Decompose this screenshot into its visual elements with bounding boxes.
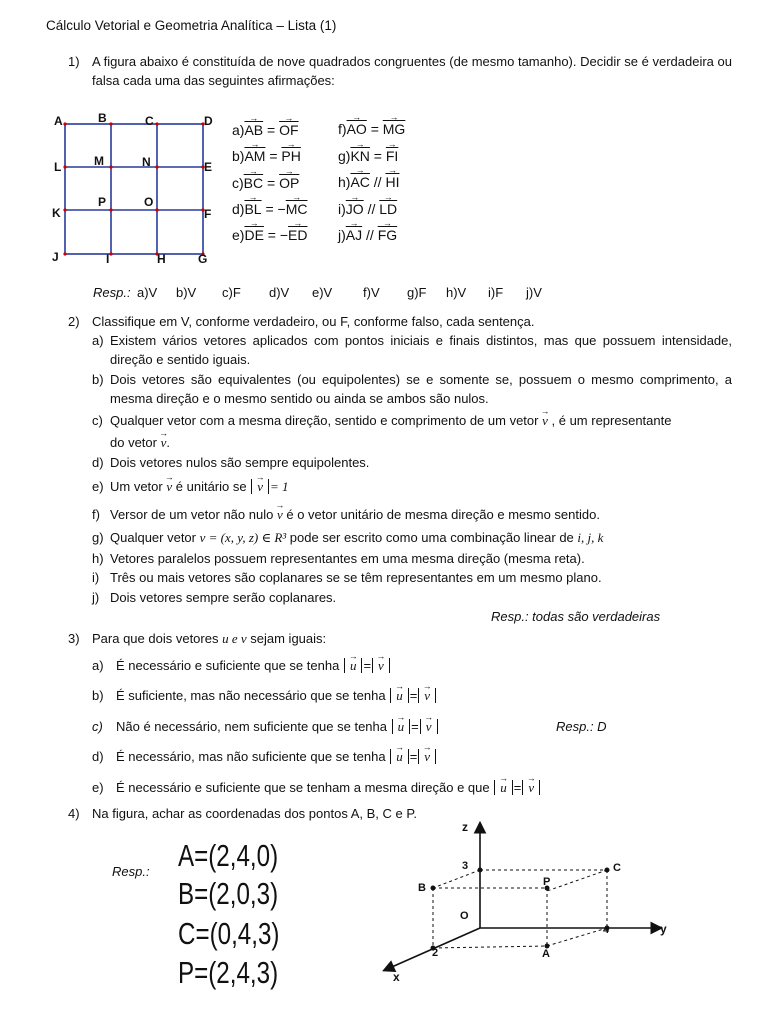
- origin-label: O: [460, 910, 469, 922]
- grid-lines: [65, 124, 203, 254]
- point-label-B: B: [98, 111, 107, 125]
- point-label-O: O: [144, 195, 154, 209]
- q3-resp: Resp.: D: [556, 719, 607, 734]
- q1-answer-g: g)F: [407, 285, 427, 300]
- point-label-H: H: [157, 252, 166, 266]
- point-label-P: P: [98, 195, 107, 209]
- point-label-M: M: [94, 154, 104, 168]
- q2-c-text-cont: do vetor → v.: [110, 433, 170, 452]
- q2-f-label: f): [92, 507, 100, 522]
- axis-label-z: z: [462, 820, 468, 834]
- q2-e-label: e): [92, 479, 104, 494]
- tick-label-3: 3: [462, 860, 469, 872]
- nine-squares-figure: [50, 112, 230, 272]
- point-label-A-3d: A: [542, 948, 550, 960]
- q3-e-label: e): [92, 780, 104, 795]
- point-label-L: L: [54, 160, 62, 174]
- q2-g-text: Qualquer vetor v = (x, y, z) ∈ R³ pode ser escrito como uma combinação linear de i, j, k: [110, 530, 604, 545]
- point-label-J: J: [52, 250, 59, 264]
- dashed-box: [433, 870, 610, 948]
- q1-answer-e: e)V: [312, 285, 333, 300]
- point-label-A: A: [54, 114, 63, 128]
- point-label-C: C: [145, 114, 154, 128]
- q3-b-text: É suficiente, mas não necessário que se tenha → u = → v: [116, 686, 437, 705]
- coordinate-axes-figure: [375, 818, 675, 988]
- q2-c-label: c): [92, 413, 103, 428]
- q2-i-text: Três ou mais vetores são coplanares se se têm representantes em um mesmo plano.: [110, 570, 602, 585]
- q2-d-label: d): [92, 455, 104, 470]
- q2-j-label: j): [92, 590, 100, 605]
- axis-label-x: x: [393, 970, 400, 984]
- q2-j-text: Dois vetores sempre serão coplanares.: [110, 590, 337, 605]
- point-label-I: I: [106, 252, 110, 266]
- q2-h-label: h): [92, 551, 104, 566]
- question-4-text: Na figura, achar as coordenadas dos pontos A, B, C e P.: [92, 806, 417, 821]
- point-label-D: D: [204, 114, 213, 128]
- statement-e: $e)\to \overline{DE}$ = −→ $\overline{ED}$: [232, 227, 308, 243]
- page-title: Cálculo Vetorial e Geometria Analítica – Lista (1): [46, 18, 337, 33]
- q2-b-text: Dois vetores são equivalentes (ou equipolentes) se e somente se, possuem o mesmo comprimento, a mesma direção e o mesmo sentido ou ainda se ambos são nulos.: [110, 372, 732, 406]
- q3-c-label: c): [92, 719, 103, 734]
- point-label-G: G: [198, 252, 208, 266]
- q1-answer-b: b)V: [176, 285, 197, 300]
- q1-answer-c: c)F: [222, 285, 241, 300]
- statement-i: $i)\to \overline{JO}$ // → $\overline{LD}$: [338, 201, 397, 217]
- q1-answer-h: h)V: [446, 285, 467, 300]
- question-1-text: A figura abaixo é constituída de nove quadrados congruentes (de mesmo tamanho). Decidir se é verdadeira ou falsa cada uma das seguintes afirmações:: [92, 54, 732, 88]
- q1-answer-f: f)V: [363, 285, 380, 300]
- point-label-C-3d: C: [613, 862, 621, 874]
- grid-vertices: [63, 122, 204, 255]
- q2-a-label: a): [92, 333, 104, 348]
- statement-b: $b)\to \overline{AM}$ = → $\overline{PH}$: [232, 148, 301, 164]
- axis-label-y: y: [660, 922, 667, 936]
- q2-f-text: Versor de um vetor não nulo → v é o vetor unitário de mesma direção e mesmo sentido.: [110, 505, 600, 524]
- question-2-number: 2): [68, 314, 80, 329]
- q4-answer-B: B=(2,0,3): [178, 876, 279, 911]
- statement-a: $a)\to \overline{AB}$ = → $\overline{OF}$: [232, 122, 299, 138]
- q2-a-text: Existem vários vetores aplicados com pontos iniciais e finais distintos, mas que possuem intensidade, direção e sentido iguais.: [110, 333, 732, 367]
- question-2-intro: Classifique em V, conforme verdadeiro, ou F, conforme falso, cada sentença.: [92, 314, 535, 329]
- q3-d-label: d): [92, 749, 104, 764]
- statement-d: $d)\to \overline{BL}$ = −→ $\overline{MC}$: [232, 201, 308, 217]
- q2-e-text: Um vetor → v é unitário se → v = 1: [110, 477, 289, 496]
- q1-resp-label: Resp.:: [93, 285, 131, 300]
- q3-c-text: Não é necessário, nem suficiente que se tenha → u = → v: [116, 717, 439, 736]
- q3-d-text: É necessário, mas não suficiente que se tenha → u = → v: [116, 747, 437, 766]
- q2-g-label: g): [92, 530, 104, 545]
- q3-a-text: É necessário e suficiente que se tenha → u = → v: [116, 656, 391, 675]
- statement-h: $h)\to \overline{AC}$ // → $\overline{HI}$: [338, 174, 399, 190]
- point-label-E: E: [204, 160, 213, 174]
- q2-resp: Resp.: todas são verdadeiras: [491, 609, 661, 624]
- point-label-N: N: [142, 155, 151, 169]
- question-1-number: 1): [68, 54, 80, 69]
- q4-answer-A: A=(2,4,0): [178, 838, 279, 873]
- tick-label-2: 2: [432, 947, 439, 959]
- q4-answer-P: P=(2,4,3): [178, 955, 279, 990]
- statement-f: $f)\to \overline{AO}$ = → $\overline{MG}$: [338, 121, 405, 137]
- q2-h-text: Vetores paralelos possuem representantes em uma mesma direção (mesma reta).: [110, 551, 585, 566]
- q4-resp-label: Resp.:: [112, 864, 150, 879]
- q2-i-label: i): [92, 570, 100, 585]
- q1-answer-d: d)V: [269, 285, 290, 300]
- q3-e-text: É necessário e suficiente que se tenham a mesma direção e que → u = → v: [116, 778, 541, 797]
- point-label-P-3d: P: [543, 876, 551, 888]
- q3-a-label: a): [92, 658, 104, 673]
- statement-j: $j)\to \overline{AJ}$ // → $\overline{FG}$: [338, 227, 397, 243]
- q3-b-label: b): [92, 688, 104, 703]
- point-label-F: F: [204, 207, 212, 221]
- q2-b-label: b): [92, 372, 104, 387]
- q1-answer-j: j)V: [526, 285, 542, 300]
- q2-d-text: Dois vetores nulos são sempre equipolentes.: [110, 455, 370, 470]
- q4-answer-C: C=(0,4,3): [178, 916, 280, 951]
- q1-answer-a: a)V: [137, 285, 158, 300]
- statement-c: $c)\to \overline{BC}$ = → $\overline{OP}$: [232, 175, 299, 191]
- point-label-B-3d: B: [418, 882, 426, 894]
- q1-answer-i: i)F: [488, 285, 504, 300]
- q2-c-text: Qualquer vetor com a mesma direção, sentido e comprimento de um vetor → v , é um representante: [110, 411, 732, 430]
- tick-label-4: 4: [603, 924, 610, 936]
- statement-g: $g)\to \overline{KN}$ = → $\overline{FI}$: [338, 148, 398, 164]
- point-label-K: K: [52, 206, 61, 220]
- question-3-intro: Para que dois vetores u e v sejam iguais:: [92, 631, 327, 646]
- question-4-number: 4): [68, 806, 80, 821]
- question-3-number: 3): [68, 631, 80, 646]
